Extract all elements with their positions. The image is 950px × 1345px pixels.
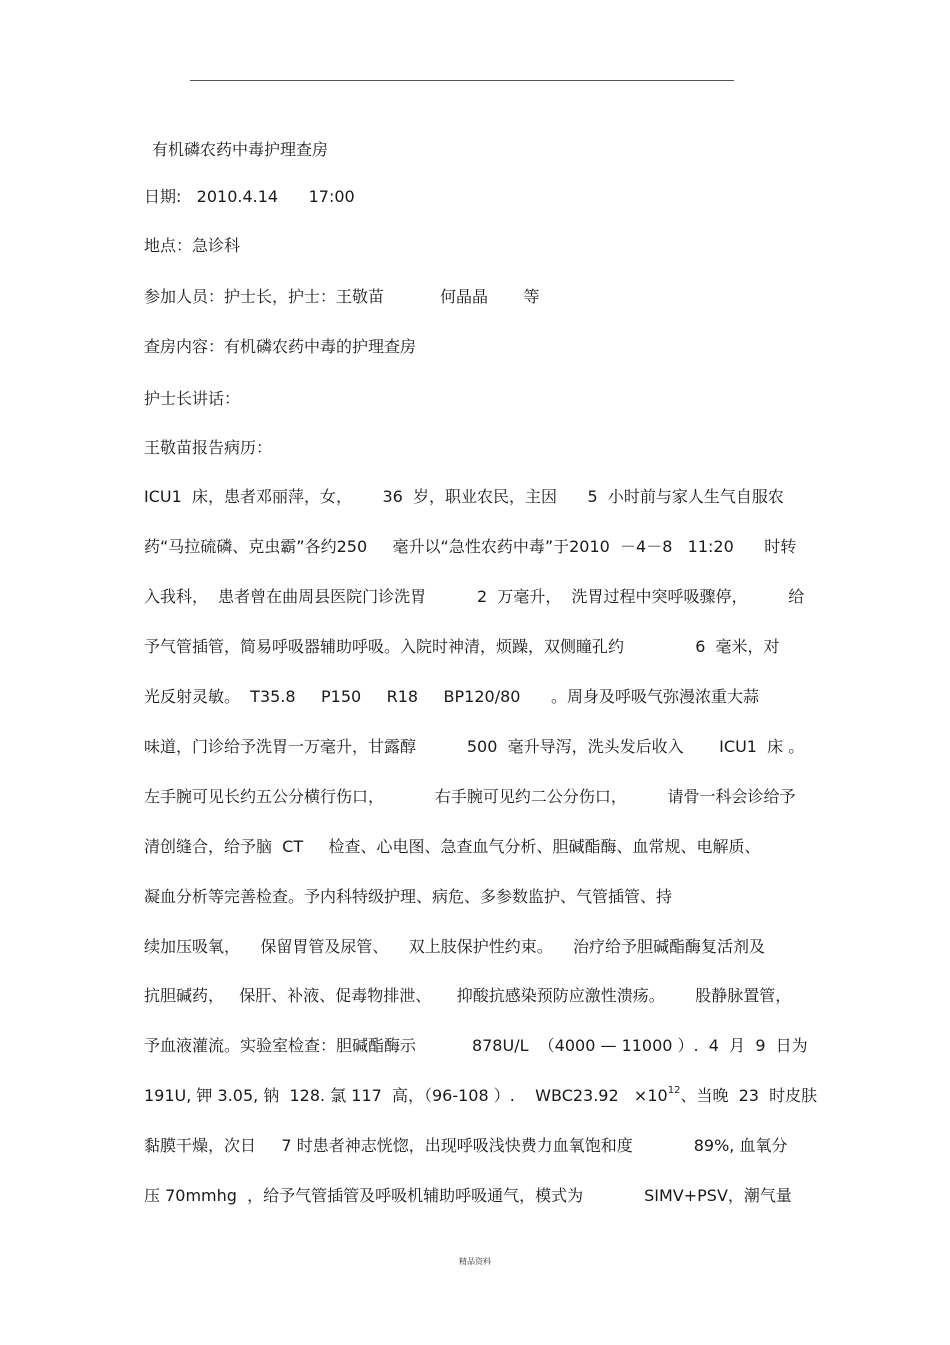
body-line-6: 味道，门诊给予洗胃一万毫升，甘露醇 500 毫升导泻，洗头发后收入 ICU1 床 。 [144,737,805,756]
document-title: 有机磷农药中毒护理查房 [152,140,329,159]
case-report-line: 王敬苗报告病历： [144,438,273,457]
body-line-1: ICU1 床，患者邓丽萍，女， 36 岁，职业农民，主因 5 小时前与家人生气自服农 [144,487,784,506]
body-line-15: 压 70mmhg ，给予气管插管及呼吸机辅助呼吸通气，模式为 SIMV+PSV，潮气量 [144,1186,792,1205]
participants-line: 参加人员：护士长，护士：王敬苗 何晶晶 等 [144,287,540,306]
body-line-2: 药“马拉硫磷、克虫霸”各约250 毫升以“急性农药中毒”于2010 －4－8 11:20 时转 [144,537,797,556]
header-rule [190,80,734,81]
page-footer: 精品资料 [459,1257,491,1266]
body-line-3: 入我科， 患者曾在曲周县医院门诊洗胃 2 万毫升， 洗胃过程中突呼吸骤停， 给 [144,587,805,606]
body-line-4: 予气管插管，简易呼吸器辅助呼吸。入院时神清，烦躁，双侧瞳孔约 6 毫米，对 [144,637,780,656]
body-line-5: 光反射灵敏。 T35.8 P150 R18 BP120/80 。周身及呼吸气弥漫浓重大蒜 [144,687,759,706]
date-line: 日期: 2010.4.14 17:00 [144,187,355,206]
body-line-14: 黏膜干燥，次日 7 时患者神志恍惚，出现呼吸浅快费力血氧饱和度 89%, 血氧分 [144,1136,788,1155]
body-line-10: 续加压吸氧， 保留胃管及尿管、 双上肢保护性约束。 治疗给予胆碱酯酶复活剂及 [144,937,766,956]
content-line: 查房内容：有机磷农药中毒的护理查房 [144,337,417,356]
location-line: 地点：急诊科 [144,236,241,255]
body-line-12: 予血液灌流。实验室检查：胆碱酯酶示 878U/L （4000 — 11000 ）. 4 月 9 日为 [144,1036,808,1055]
body-line-13-tail: 、当晚 23 时皮肤 [680,1086,818,1105]
body-line-7: 左手腕可见长约五公分横行伤口， 右手腕可见约二公分伤口， 请骨一科会诊给予 [144,787,796,806]
body-line-13-text: 191U, 钾 3.05, 钠 128. 氯 117 高，（96-108 ）. WBC23.92 ×10 [144,1086,668,1105]
body-line-13 [144,1086,817,1106]
body-line-9: 凝血分析等完善检查。予内科特级护理、病危、多参数监护、气管插管、持 [144,887,673,906]
exponent-superscript: 12 [667,1084,681,1096]
head-nurse-speech-line: 护士长讲话： [144,389,241,408]
body-line-8: 清创缝合，给予脑 CT 检查、心电图、急查血气分析、胆碱酯酶、血常规、电解质、 [144,837,761,856]
body-line-11: 抗胆碱药， 保肝、补液、促毒物排泄、 抑酸抗感染预防应激性溃疡。 股静脉置管， [144,986,792,1005]
